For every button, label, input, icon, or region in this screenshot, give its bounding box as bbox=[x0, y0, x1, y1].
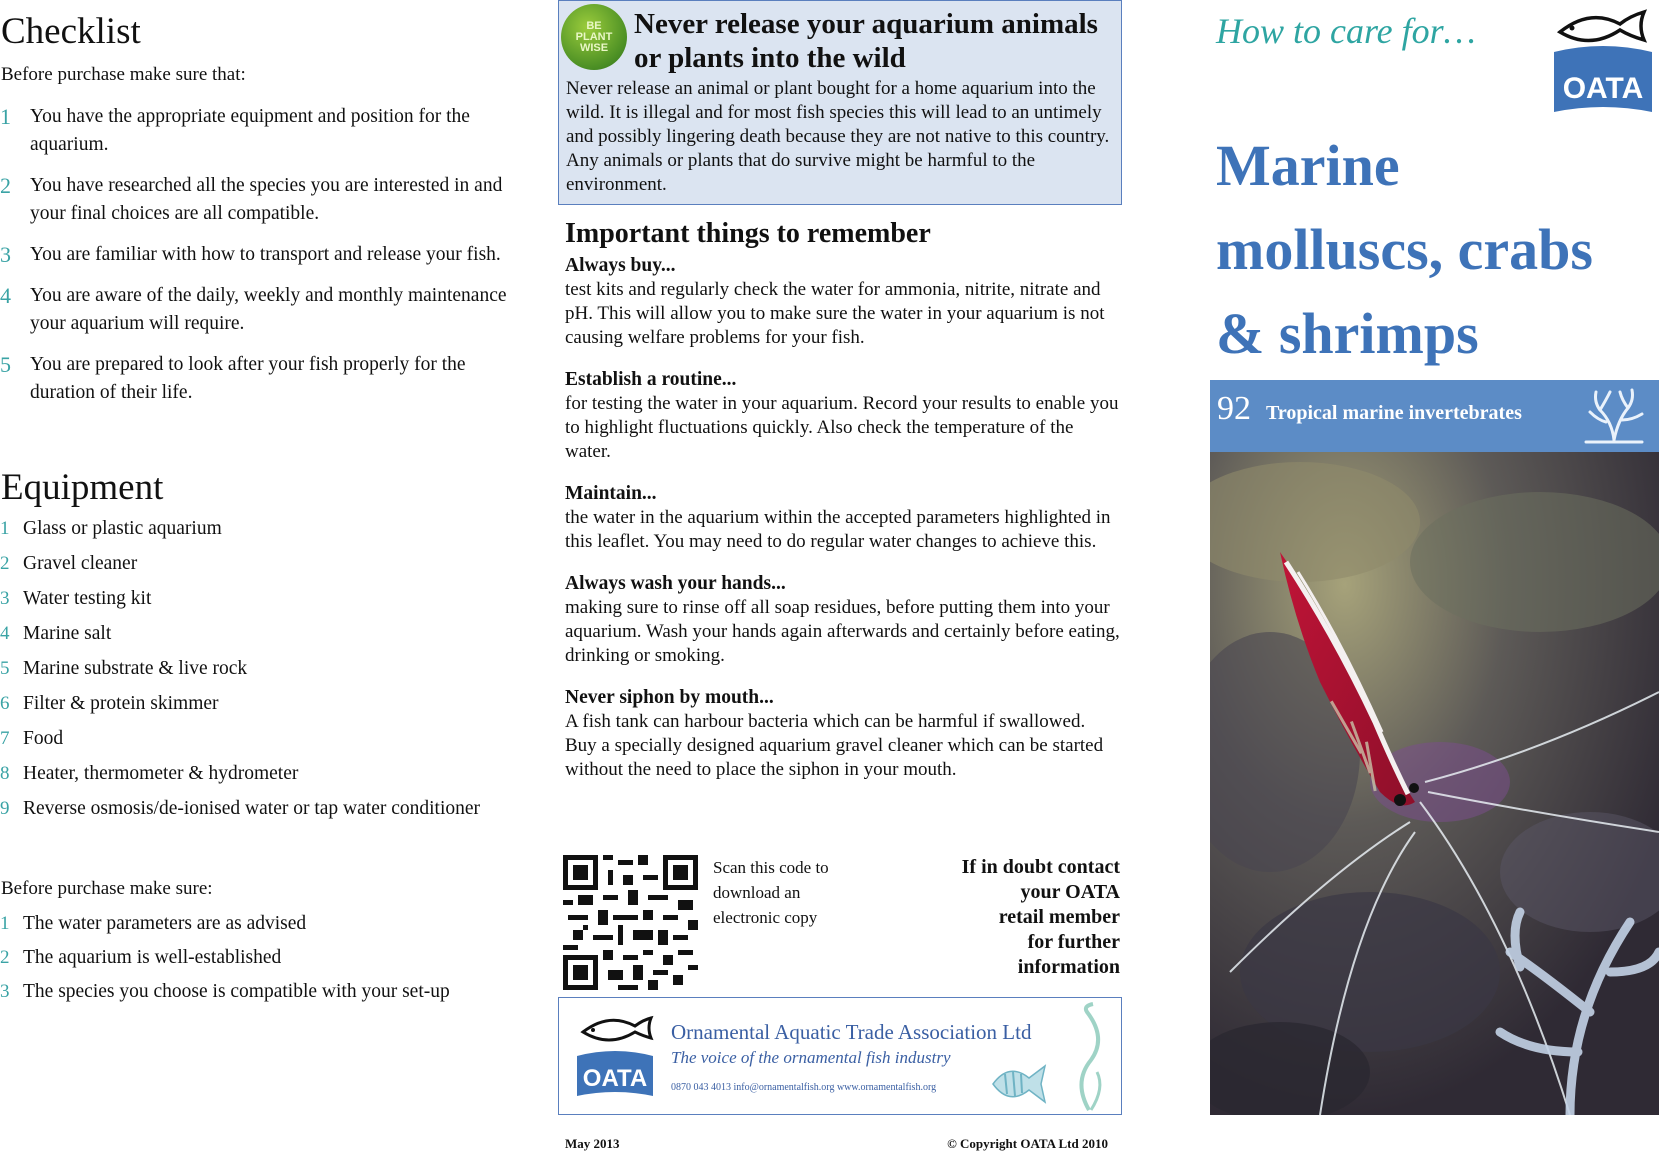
purchase-intro: Before purchase make sure: bbox=[1, 878, 213, 899]
equipment-list bbox=[0, 517, 520, 832]
list-item bbox=[0, 587, 520, 611]
title-line: & shrimps bbox=[1216, 301, 1479, 366]
category-band bbox=[1210, 380, 1659, 452]
tip-text: the water in the aquarium within the accepted parameters highlighted in this leaflet. You may need to do regular water changes to achieve this. bbox=[565, 507, 1111, 552]
item-text: Marine substrate & live rock bbox=[23, 658, 248, 679]
cover-panel bbox=[1210, 0, 1659, 1152]
item-number: 2 bbox=[0, 947, 10, 968]
list-item bbox=[0, 657, 520, 681]
tip-title: Maintain... bbox=[565, 483, 657, 504]
svg-text:OATA: OATA bbox=[582, 1065, 648, 1092]
warning-body: Never release an animal or plant bought for a home aquarium into the wild. It is illegal and for most fish species this will lead to an untimely and possibly lingering death because they are not native to this country. Any animals or plants that do survive might be harmful to the environment. bbox=[566, 78, 1110, 195]
item-number: 8 bbox=[0, 763, 10, 784]
shrimp-photo bbox=[1210, 452, 1659, 1115]
title-line: Marine bbox=[1216, 133, 1400, 198]
org-name: Ornamental Aquatic Trade Association Ltd bbox=[671, 1020, 1032, 1044]
warning-title: Never release your aquarium animals or plants into the wild bbox=[634, 8, 1098, 74]
checklist-list bbox=[0, 103, 520, 420]
page-title bbox=[1216, 124, 1656, 376]
cleaner-shrimp-image-icon bbox=[1210, 452, 1659, 1115]
list-item bbox=[0, 172, 520, 228]
badge-line: WISE bbox=[579, 41, 609, 54]
item-text: Marine salt bbox=[23, 623, 112, 644]
tip bbox=[565, 482, 1120, 554]
list-item bbox=[0, 517, 520, 541]
tip-text: for testing the water in your aquarium. Record your results to enable you to highlight fluctuations quickly. Also check the temperature of the water. bbox=[565, 393, 1119, 462]
tip-title: Establish a routine... bbox=[565, 369, 737, 390]
item-number: 5 bbox=[0, 352, 11, 377]
be-plant-wise-badge-icon bbox=[561, 4, 627, 70]
list-item bbox=[0, 622, 520, 646]
item-text: The species you choose is compatible with your set-up bbox=[23, 981, 450, 1002]
contact-line: If in doubt contact bbox=[961, 856, 1120, 878]
item-text: The water parameters are as advised bbox=[23, 913, 307, 934]
list-item bbox=[0, 351, 520, 407]
tip bbox=[565, 686, 1120, 782]
purchase-list bbox=[0, 912, 520, 1014]
qr-code-icon[interactable] bbox=[563, 855, 698, 990]
tip-title: Never siphon by mouth... bbox=[565, 687, 774, 708]
item-number: 3 bbox=[0, 242, 11, 267]
item-number: 4 bbox=[0, 623, 10, 644]
list-item bbox=[0, 980, 520, 1004]
copyright: © Copyright OATA Ltd 2010 bbox=[947, 1136, 1108, 1151]
oata-footer-box bbox=[558, 997, 1122, 1115]
leaflet-number: 92 bbox=[1217, 390, 1251, 427]
tip-text: making sure to rinse off all soap residues, before putting them into your aquarium. Wash your hands again afterwards and certainly before eating, drinking or smoking. bbox=[565, 597, 1120, 666]
org-tagline: The voice of the ornamental fish industry bbox=[671, 1048, 951, 1067]
contact-note bbox=[910, 855, 1120, 980]
list-item bbox=[0, 103, 520, 159]
item-text: The aquarium is well-established bbox=[23, 947, 282, 968]
item-text: Heater, thermometer & hydrometer bbox=[23, 763, 299, 784]
list-item bbox=[0, 692, 520, 716]
scan-line: download an bbox=[713, 883, 801, 902]
item-number: 3 bbox=[0, 588, 10, 609]
list-item bbox=[0, 762, 520, 786]
publish-date: May 2013 bbox=[565, 1136, 620, 1151]
item-text: Glass or plastic aquarium bbox=[23, 518, 222, 539]
item-text: You are aware of the daily, weekly and monthly maintenance your aquarium will require. bbox=[30, 285, 507, 334]
category-label: Tropical marine invertebrates bbox=[1266, 402, 1522, 424]
item-number: 2 bbox=[0, 173, 11, 198]
item-text: You are prepared to look after your fish properly for the duration of their life. bbox=[30, 354, 466, 403]
item-text: Filter & protein skimmer bbox=[23, 693, 219, 714]
tips-list bbox=[565, 254, 1120, 800]
item-text: You have the appropriate equipment and position for the aquarium. bbox=[30, 106, 470, 155]
seaweed-icon bbox=[1067, 1002, 1113, 1112]
how-to-care-heading: How to care for… bbox=[1216, 11, 1476, 51]
checklist-intro: Before purchase make sure that: bbox=[1, 64, 246, 85]
list-item bbox=[0, 552, 520, 576]
item-number: 9 bbox=[0, 798, 10, 819]
release-warning-box bbox=[558, 0, 1122, 205]
angelfish-icon bbox=[989, 1060, 1051, 1108]
tip-text: A fish tank can harbour bacteria which can be harmful if swallowed. Buy a specially designed aquarium gravel cleaner which can be started without the need to place the siphon in your mouth. bbox=[565, 711, 1104, 780]
badge-line: BE bbox=[586, 19, 602, 32]
item-text: Food bbox=[23, 728, 64, 749]
middle-panel bbox=[558, 0, 1124, 1152]
tip bbox=[565, 254, 1120, 350]
contact-line: your OATA bbox=[1020, 881, 1120, 903]
item-text: Reverse osmosis/de-ionised water or tap water conditioner bbox=[23, 798, 481, 819]
item-number: 4 bbox=[0, 283, 11, 308]
important-heading: Important things to remember bbox=[565, 218, 931, 249]
oata-logo-icon bbox=[1550, 2, 1656, 118]
item-text: You have researched all the species you are interested in and your final choices are all compatible. bbox=[30, 175, 503, 224]
item-number: 7 bbox=[0, 728, 10, 749]
title-line: molluscs, crabs bbox=[1216, 217, 1593, 282]
scan-line: electronic copy bbox=[713, 908, 818, 927]
list-item bbox=[0, 282, 520, 338]
scan-line: Scan this code to bbox=[713, 858, 829, 877]
tip bbox=[565, 572, 1120, 668]
tip-title: Always buy... bbox=[565, 255, 676, 276]
scan-instructions bbox=[713, 855, 873, 930]
item-number: 1 bbox=[0, 104, 11, 129]
item-text: You are familiar with how to transport and release your fish. bbox=[30, 244, 501, 265]
item-number: 1 bbox=[0, 518, 10, 539]
contact-line: for further bbox=[1027, 931, 1120, 953]
list-item bbox=[0, 727, 520, 751]
item-text: Water testing kit bbox=[23, 588, 152, 609]
equipment-heading: Equipment bbox=[1, 467, 164, 508]
tip-text: test kits and regularly check the water for ammonia, nitrite, nitrate and pH. This will allow you to make sure the water in your aquarium is not causing welfare problems for your fish. bbox=[565, 279, 1105, 348]
badge-line: PLANT bbox=[575, 30, 613, 43]
list-item bbox=[0, 241, 520, 269]
item-number: 6 bbox=[0, 693, 10, 714]
list-item bbox=[0, 946, 520, 970]
item-number: 2 bbox=[0, 553, 10, 574]
item-number: 5 bbox=[0, 658, 10, 679]
coral-icon bbox=[1576, 386, 1652, 446]
item-number: 1 bbox=[0, 913, 10, 934]
checklist-heading: Checklist bbox=[1, 11, 141, 52]
list-item bbox=[0, 797, 520, 821]
tip-title: Always wash your hands... bbox=[565, 573, 786, 594]
svg-text:OATA: OATA bbox=[1562, 72, 1644, 105]
tip bbox=[565, 368, 1120, 464]
item-text: Gravel cleaner bbox=[23, 553, 138, 574]
oata-logo-icon bbox=[569, 1010, 661, 1106]
item-number: 3 bbox=[0, 981, 10, 1002]
list-item bbox=[0, 912, 520, 936]
contact-line: retail member bbox=[998, 906, 1120, 928]
org-contact: 0870 043 4013 info@ornamentalfish.org www.ornamentalfish.org bbox=[671, 1082, 937, 1093]
contact-line: information bbox=[1017, 956, 1120, 978]
